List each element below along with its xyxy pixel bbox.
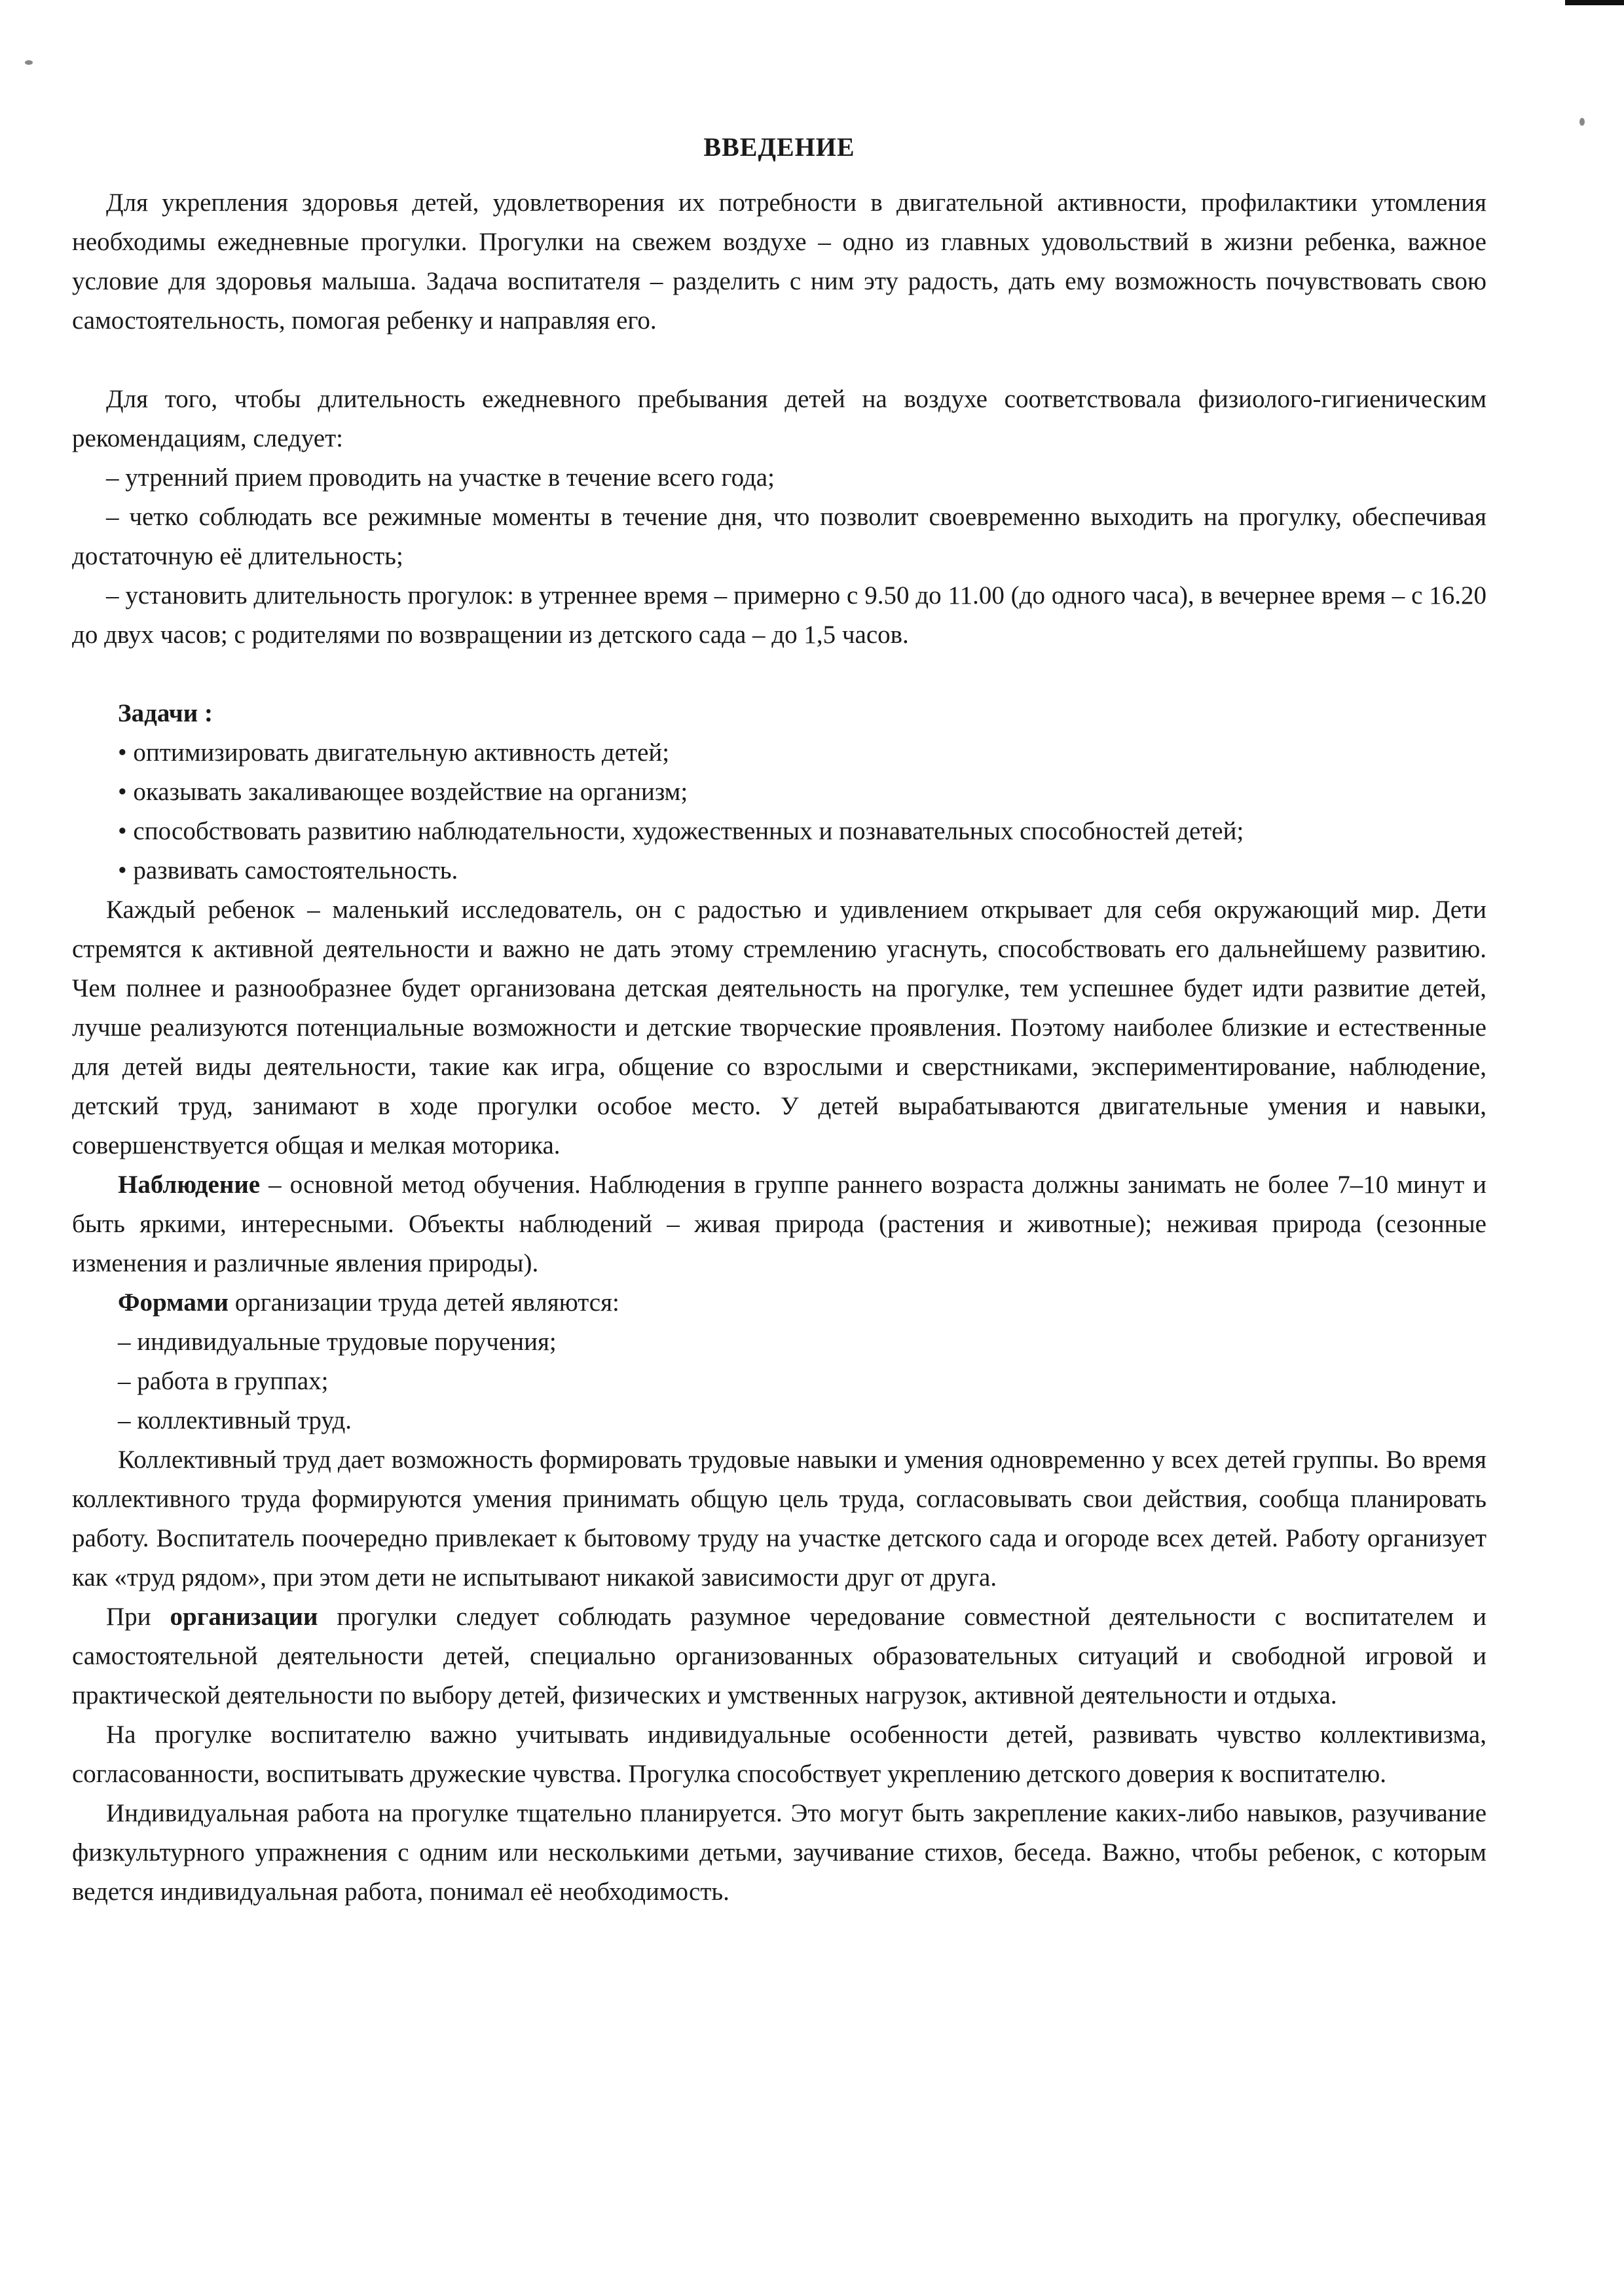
observation-paragraph xyxy=(72,1165,1486,1283)
task-item: • развивать самостоятельность. xyxy=(118,856,458,884)
forms-item: – индивидуальные трудовые поручения; xyxy=(118,1328,557,1356)
organization-prefix: При xyxy=(106,1603,170,1631)
organization-paragraph xyxy=(72,1597,1486,1715)
observation-text: – основной метод обучения. Наблюдения в группе раннего возраста должны занимать не более 7–10 минут и быть яркими, интересными. Объекты наблюдений – живая природа (растения и животные); неживая природа (сезонные изменения и различные явления природы). xyxy=(72,1171,1486,1277)
forms-item: – коллективный труд. xyxy=(118,1406,352,1434)
scan-edge-bar xyxy=(1565,0,1624,5)
forms-item: – работа в группах; xyxy=(118,1367,329,1395)
forms-term: Формами xyxy=(118,1288,229,1317)
organization-term: организации xyxy=(170,1603,318,1631)
explorer-paragraph: Каждый ребенок – маленький исследователь, он с радостью и удивлением открывает для себя окружающий мир. Дети стремятся к активной деятельности и важно не дать этому стремлению угаснуть, способствовать его дальнейшему развитию. Чем полнее и разнообразнее будет организована детская деятельность на прогулке, тем успешнее будет идти развитие детей, лучше реализуются потенциальные возможности и детские творческие проявления. Поэтому наиболее близкие и естественные для детей виды деятельности, такие как игра, общение со взрослыми и сверстниками, экспериментирование, наблюдение, детский труд, занимают в ходе прогулки особое место. У детей вырабатываются двигательные умения и навыки, совершенствуется общая и мелкая моторика. xyxy=(72,896,1486,1159)
spacer xyxy=(72,655,1486,694)
intro-paragraph: Для укрепления здоровья детей, удовлетворения их потребности в двигательной активности, профилактики утомления необходимы ежедневные прогулки. Прогулки на свежем воздухе – одно из главных удовольствий в жизни ребенка, важное условие для здоровья малыша. Задача воспитателя – разделить с ним эту радость, дать ему возможность почувствовать свою самостоятельность, помогая ребенку и направляя его. xyxy=(72,189,1486,335)
task-item: • способствовать развитию наблюдательности, художественных и познавательных способностей детей; xyxy=(118,817,1244,845)
forms-text: организации труда детей являются: xyxy=(228,1288,619,1317)
collective-paragraph: Коллективный труд дает возможность формировать трудовые навыки и умения одновременно у всех детей группы. Во время коллективного труда формируются умения принимать общую цель труда, согласовывать свои действия, сообща планировать работу. Воспитатель поочередно привлекает к бытовому труду на участке детского сада и огороде всех детей. Работу организует как «труд рядом», при этом дети не испытывают никакой зависимости друг от друга. xyxy=(72,1446,1486,1592)
document-page xyxy=(72,131,1486,1912)
scan-speck xyxy=(1579,118,1585,126)
scan-speck xyxy=(25,60,33,65)
page-title: ВВЕДЕНИЕ xyxy=(703,132,855,162)
task-item: • оптимизировать двигательную активность детей; xyxy=(118,738,670,767)
forms-paragraph xyxy=(72,1283,1486,1322)
individual-work-paragraph: Индивидуальная работа на прогулке тщательно планируется. Это могут быть закрепление каких-либо навыков, разучивание физкультурного упражнения с одним или несколькими детьми, заучивание стихов, беседа. Важно, чтобы ребенок, с которым ведется индивидуальная работа, понимал её необходимость. xyxy=(72,1799,1486,1906)
duration-paragraph: Для того, чтобы длительность ежедневного пребывания детей на воздухе соответствовала физиолого-гигиеническим рекомендациям, следует: xyxy=(72,385,1486,452)
spacer xyxy=(72,340,1486,380)
organization-text: прогулки следует соблюдать разумное чередование совместной деятельности с воспитателем и самостоятельной деятельности детей, специально организованных образовательных ситуаций и свободной игровой и практической деятельности по выбору детей, физических и умственных нагрузок, активной деятельности и отдыха. xyxy=(72,1603,1486,1709)
individual-features-paragraph: На прогулке воспитателю важно учитывать индивидуальные особенности детей, развивать чувство коллективизма, согласованности, воспитывать дружеские чувства. Прогулка способствует укреплению детского доверия к воспитателю. xyxy=(72,1721,1486,1788)
observation-term: Наблюдение xyxy=(118,1171,261,1199)
tasks-heading: Задачи : xyxy=(118,699,213,727)
duration-item: – утренний прием проводить на участке в течение всего года; xyxy=(106,464,775,492)
duration-item: – установить длительность прогулок: в утреннее время – примерно с 9.50 до 11.00 (до одного часа), в вечернее время – с 16.20 до двух часов; с родителями по возвращении из детского сада – до 1,5 часов. xyxy=(72,581,1486,649)
task-item: • оказывать закаливающее воздействие на организм; xyxy=(118,778,688,806)
duration-item: – четко соблюдать все режимные моменты в течение дня, что позволит своевременно выходить на прогулку, обеспечивая достаточную её длительность; xyxy=(72,503,1486,570)
